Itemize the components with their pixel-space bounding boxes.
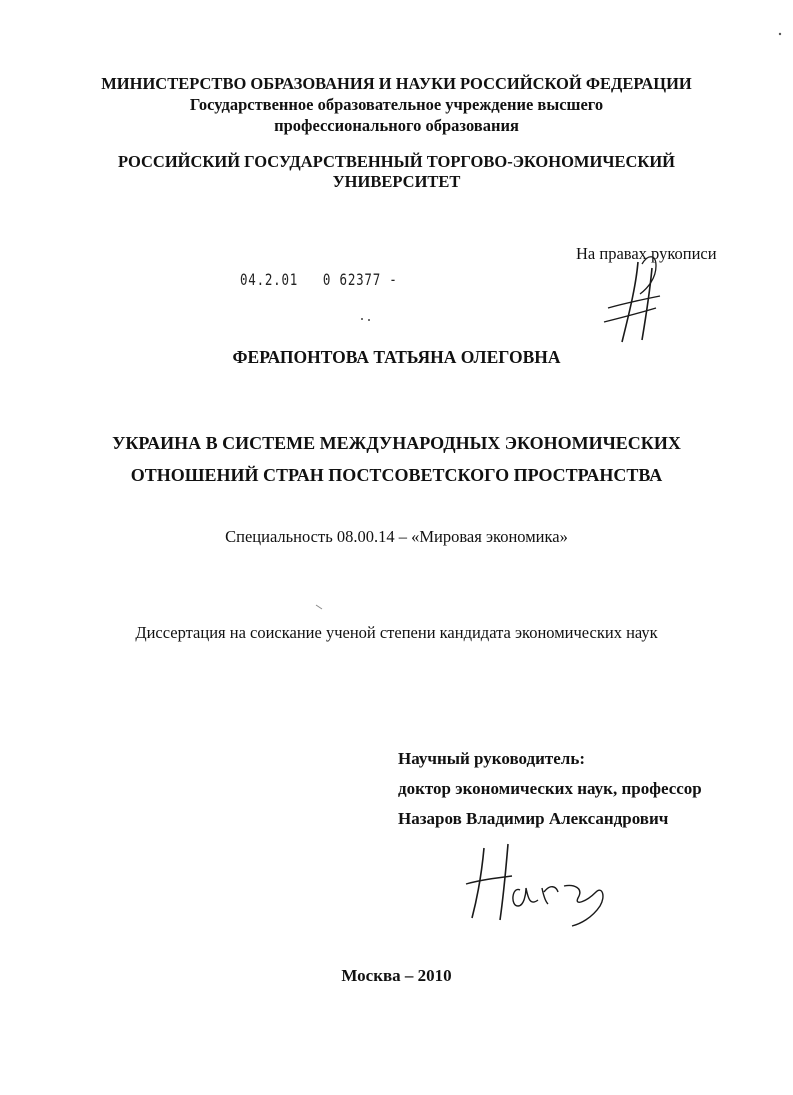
supervisor-degree: доктор экономических наук, профессор: [398, 779, 702, 798]
scan-artifact: [776, 30, 786, 40]
dissertation-statement: Диссертация на соискание ученой степени кандидата экономических наук: [135, 623, 658, 642]
supervisor-name: Назаров Владимир Александрович: [398, 809, 669, 828]
dissertation-title-line-2: ОТНОШЕНИЙ СТРАН ПОСТСОВЕТСКОГО ПРОСТРАНСТВА: [130, 465, 663, 485]
institution-line-1: Государственное образовательное учреждение высшего: [189, 95, 604, 114]
dissertation-title-line-1: УКРАИНА В СИСТЕМЕ МЕЖДУНАРОДНЫХ ЭКОНОМИЧЕСКИХ: [112, 433, 681, 453]
institution-line-2: профессионального образования: [274, 116, 519, 135]
supervisor-signature: [460, 840, 620, 930]
manuscript-note: На правах рукописи: [576, 244, 717, 263]
city-year: Москва – 2010: [341, 966, 452, 985]
author-signature: [600, 250, 680, 350]
university-line-2: УНИВЕРСИТЕТ: [332, 172, 461, 191]
inventory-number: 04.2.01 0 62377 -: [240, 270, 398, 289]
specialty: Специальность 08.00.14 – «Мировая экономика»: [225, 527, 568, 546]
university-line-1: РОССИЙСКИЙ ГОСУДАРСТВЕННЫЙ ТОРГОВО-ЭКОНОМИЧЕСКИЙ: [117, 152, 676, 171]
author-name: ФЕРАПОНТОВА ТАТЬЯНА ОЛЕГОВНА: [232, 347, 561, 367]
supervisor-label: Научный руководитель:: [398, 749, 585, 768]
ministry-name: МИНИСТЕРСТВО ОБРАЗОВАНИЯ И НАУКИ РОССИЙСКОЙ ФЕДЕРАЦИИ: [101, 74, 692, 93]
